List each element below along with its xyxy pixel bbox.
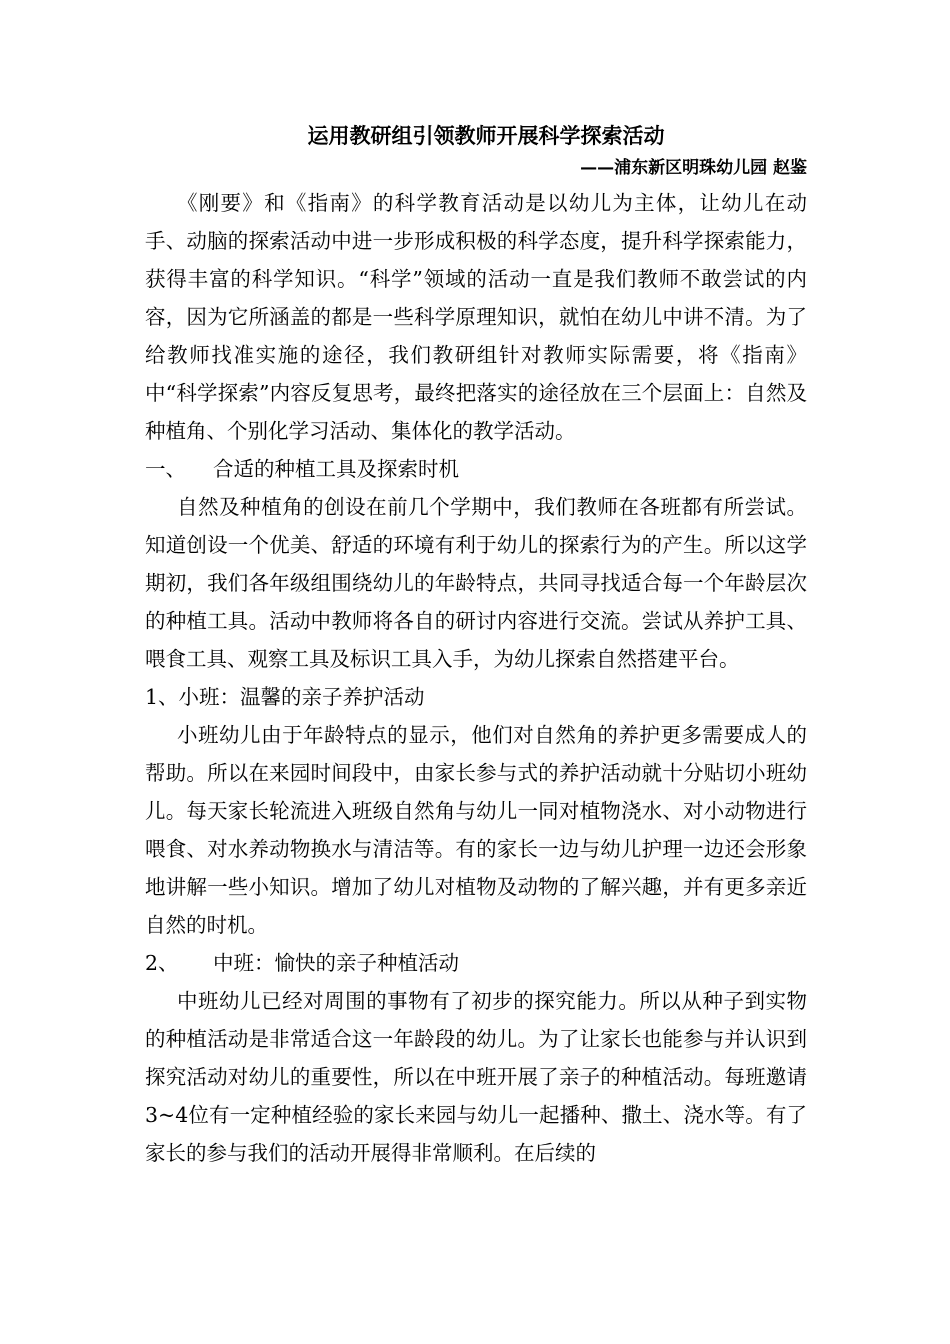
document-byline: ——浦东新区明珠幼儿园 赵鉴 bbox=[580, 158, 807, 178]
paragraph-intro: 《刚要》和《指南》的科学教育活动是以幼儿为主体，让幼儿在动手、动脑的探索活动中进一步形成积极的科学态度，提升科学探索能力，获得丰富的科学知识。“科学”领域的活动一直是我们教师不敢尝试的内容，因为它所涵盖的都是一些科学原理知识，就怕在幼儿中讲不清。为了给教师找准实施的途径，我们教研组针对教师实际需要，将《指南》中“科学探索”内容反复思考，最终把落实的途径放在三个层面上：自然及种植角、个别化学习活动、集体化的教学活动。 bbox=[145, 191, 807, 443]
section-heading-text: 合适的种植工具及探索时机 bbox=[213, 457, 459, 481]
subsection-number: 1、 bbox=[145, 685, 179, 709]
document-body bbox=[145, 118, 807, 1172]
section-number: 一、 bbox=[145, 457, 186, 481]
paragraph-middle-class: 中班幼儿已经对周围的事物有了初步的探究能力。所以从种子到实物的种植活动是非常适合这一年龄段的幼儿。为了让家长也能参与并认识到探究活动对幼儿的重要性，所以在中班开展了亲子的种植活动。每班邀请3~4位有一定种植经验的家长来园与幼儿一起播种、撒土、浇水等。有了家长的参与我们的活动开展得非常顺利。在后续的 bbox=[145, 989, 807, 1165]
subsection-heading-text: 中班：愉快的亲子种植活动 bbox=[213, 951, 459, 975]
subsection-heading-1 bbox=[145, 678, 807, 716]
document-title: 运用教研组引领教师开展科学探索活动 bbox=[307, 124, 665, 148]
subsection-number: 2、 bbox=[145, 951, 179, 975]
section-heading-1 bbox=[145, 450, 807, 488]
subsection-heading-text: 小班：温馨的亲子养护活动 bbox=[178, 685, 425, 709]
subsection-heading-2 bbox=[145, 944, 807, 982]
paragraph-section-1: 自然及种植角的创设在前几个学期中，我们教师在各班都有所尝试。知道创设一个优美、舒适的环境有利于幼儿的探索行为的产生。所以这学期初，我们各年级组围绕幼儿的年龄特点，共同寻找适合每一个年龄层次的种植工具。活动中教师将各自的研讨内容进行交流。尝试从养护工具、喂食工具、观察工具及标识工具入手，为幼儿探索自然搭建平台。 bbox=[145, 495, 807, 671]
paragraph-small-class: 小班幼儿由于年龄特点的显示，他们对自然角的养护更多需要成人的帮助。所以在来园时间段中，由家长参与式的养护活动就十分贴切小班幼儿。每天家长轮流进入班级自然角与幼儿一同对植物浇水、对小动物进行喂食、对水养动物换水与清洁等。有的家长一边与幼儿护理一边还会形象地讲解一些小知识。增加了幼儿对植物及动物的了解兴趣，并有更多亲近自然的时机。 bbox=[145, 723, 807, 937]
